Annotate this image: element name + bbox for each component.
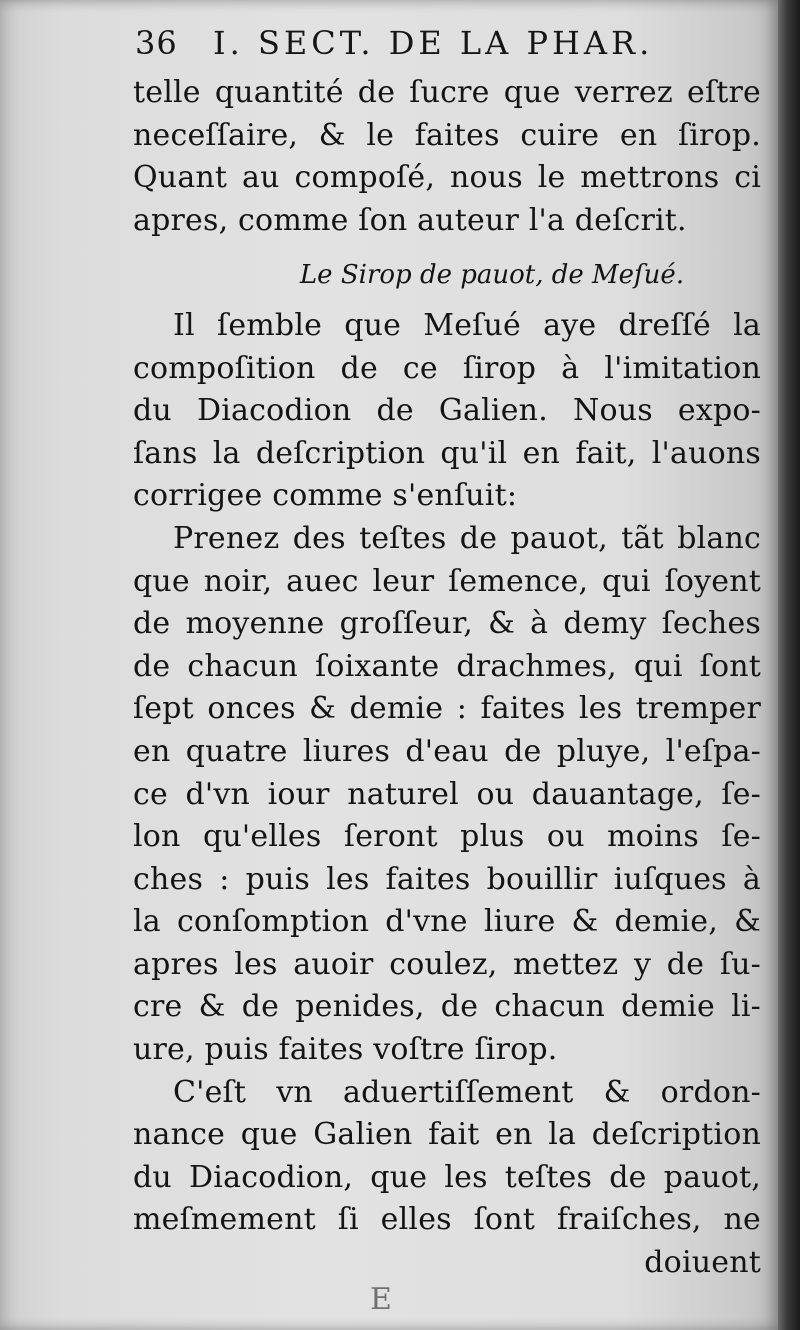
- text-line: telle quantité de ſucre que verrez eſtre: [133, 75, 761, 110]
- text-line: ure, puis faites voſtre ſirop.: [133, 1032, 558, 1068]
- text-line: ches : puis les faites bouillir iuſques à: [133, 861, 761, 897]
- section-subtitle: Le Sirop de pauot, de Meſué.: [299, 260, 685, 291]
- text-line: ce d'vn iour naturel ou dauantage, ſe-: [133, 776, 761, 812]
- text-line: que noir, auec leur ſemence, qui ſoyent: [133, 563, 761, 599]
- page-edge: [778, 0, 800, 1330]
- text-line: ſept onces & demie : faites les tremper: [133, 691, 761, 727]
- page-header: [135, 20, 695, 70]
- running-head: I. SECT. DE LA PHAR.: [213, 24, 654, 62]
- page-number: 36: [135, 24, 178, 62]
- text-line: de chacun ſoixante drachmes, qui ſont: [133, 648, 761, 684]
- signature-mark: E: [370, 1282, 392, 1317]
- text-line: Prenez des teſtes de pauot, tãt blanc: [173, 520, 761, 556]
- text-line: apres, comme ſon auteur l'a deſcrit.: [133, 202, 687, 238]
- text-line: compoſition de ce ſirop à l'imitation: [133, 350, 761, 386]
- catchword: doiuent: [644, 1245, 761, 1281]
- body-text: [133, 72, 761, 1285]
- text-line: cre & de penides, de chacun demie li-: [133, 989, 761, 1025]
- text-line: lon qu'elles ſeront plus ou moins ſe-: [133, 819, 761, 855]
- text-line: Il ſemble que Meſué aye dreſſé la: [173, 307, 761, 343]
- text-line: C'eſt vn aduertiſſement & ordon-: [173, 1074, 761, 1110]
- text-line: Quant au compoſé, nous le mettrons ci: [133, 160, 761, 196]
- text-line: la conſomption d'vne liure & demie, &: [133, 904, 761, 940]
- text-line: nance que Galien fait en la deſcription: [133, 1117, 761, 1153]
- text-line: du Diacodion de Galien. Nous expo-: [133, 393, 761, 429]
- text-line: neceſſaire, & le faites cuire en ſirop.: [133, 117, 761, 153]
- text-line: corrigee comme s'enſuit:: [133, 478, 518, 514]
- text-line: apres les auoir coulez, mettez y de ſu-: [133, 946, 761, 982]
- text-line: de moyenne groſſeur, & à demy ſeches: [133, 606, 761, 642]
- text-line: ſans la deſcription qu'il en fait, l'auons: [133, 435, 761, 471]
- text-line: meſmement ſi elles ſont fraiſches, ne: [133, 1202, 761, 1238]
- text-line: du Diacodion, que les teſtes de pauot,: [133, 1159, 761, 1195]
- text-line: en quatre liures d'eau de pluye, l'eſpa-: [133, 733, 761, 769]
